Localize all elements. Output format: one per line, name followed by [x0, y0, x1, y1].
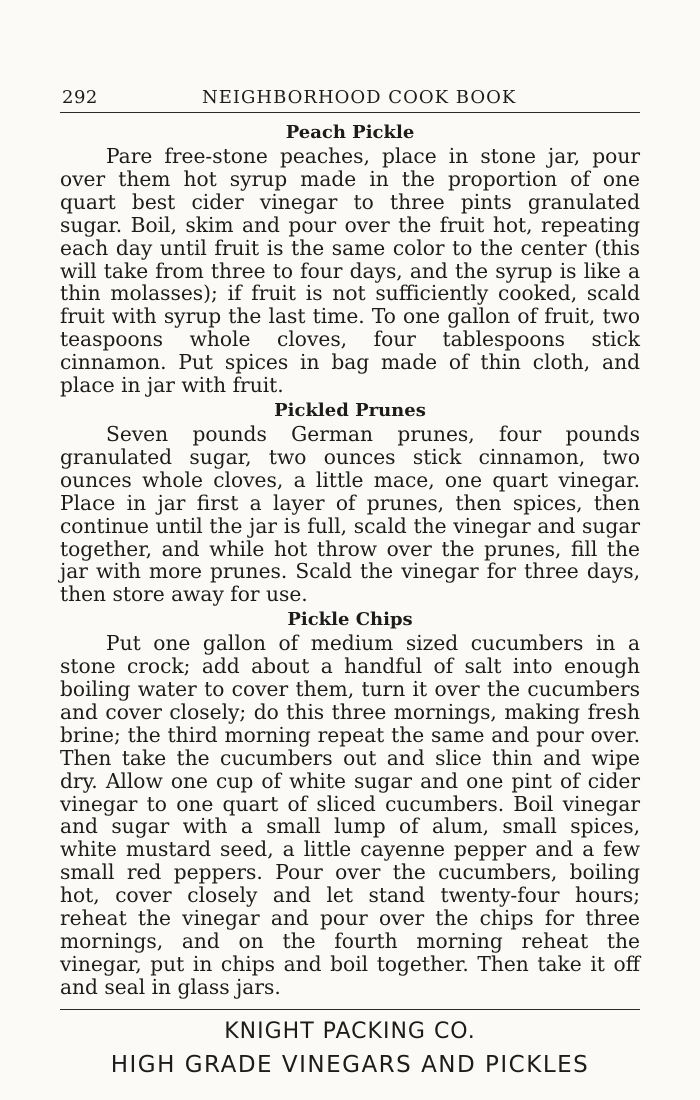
book-page	[60, 84, 640, 1082]
running-head	[60, 84, 640, 113]
ad-tagline: HIGH GRADE VINEGARS AND PICKLES	[110, 1051, 590, 1078]
recipe-title: Pickle Chips	[287, 609, 413, 631]
book-title: NEIGHBORHOOD COOK BOOK	[202, 87, 517, 108]
advertisement	[60, 1009, 640, 1082]
recipe-pickled-prunes	[60, 399, 640, 606]
recipe-peach-pickle	[60, 121, 640, 397]
recipe-title: Pickled Prunes	[274, 399, 426, 421]
recipe-body: Put one gallon of medium sized cucumbers in a stone crock; add about a handful of salt into enough boiling water to cover them, turn it over the cucumbers and cover closely; do this three mornings, making fresh brine; the third morning repeat the same and pour over. Then take the cucumbers out and slice thin and wipe dry. Allow one cup of white sugar and one pint of cider vinegar to one quart of sliced cucumbers. Boil vinegar and sugar with a small lump of alum, small spices, white mustard seed, a little cayenne pepper and a few small red peppers. Pour over the cucumbers, boiling hot, cover closely and let stand twenty-four hours; reheat the vinegar and pour over the chips for three mornings, and on the fourth morning reheat the vinegar, put in chips and boil together. Then take it off and seal in glass jars.	[60, 631, 640, 999]
recipe-title: Peach Pickle	[285, 122, 415, 143]
recipe-body: Seven pounds German prunes, four pounds granulated sugar, two ounces stick cinnamon, two ounces whole cloves, a little mace, one quart vinegar. Place in jar first a layer of prunes, then spices, then continue until the jar is full, scald the vinegar and sugar together, and while hot throw over the prunes, fill the jar with more prunes. Scald the vinegar for three days, then store away for use.	[60, 421, 640, 607]
recipe-body: Pare free-stone peaches, place in stone jar, pour over them hot syrup made in the proportion of one quart best cider vinegar to three pints granulated sugar. Boil, skim and pour over the fruit hot, repeating each day until fruit is the same color to the center (this will take from three to four days, and the syrup is like a thin molasses); if fruit is not sufficiently cooked, scald fruit with syrup the last time. To one gallon of fruit, two teaspoons whole cloves, four tablespoons stick cinnamon. Put spices in bag made of thin cloth, and place in jar with fruit.	[60, 144, 640, 398]
ad-company-name: KNIGHT PACKING CO.	[224, 1018, 476, 1044]
page-number: 292	[62, 87, 98, 108]
recipe-pickle-chips	[60, 608, 640, 999]
